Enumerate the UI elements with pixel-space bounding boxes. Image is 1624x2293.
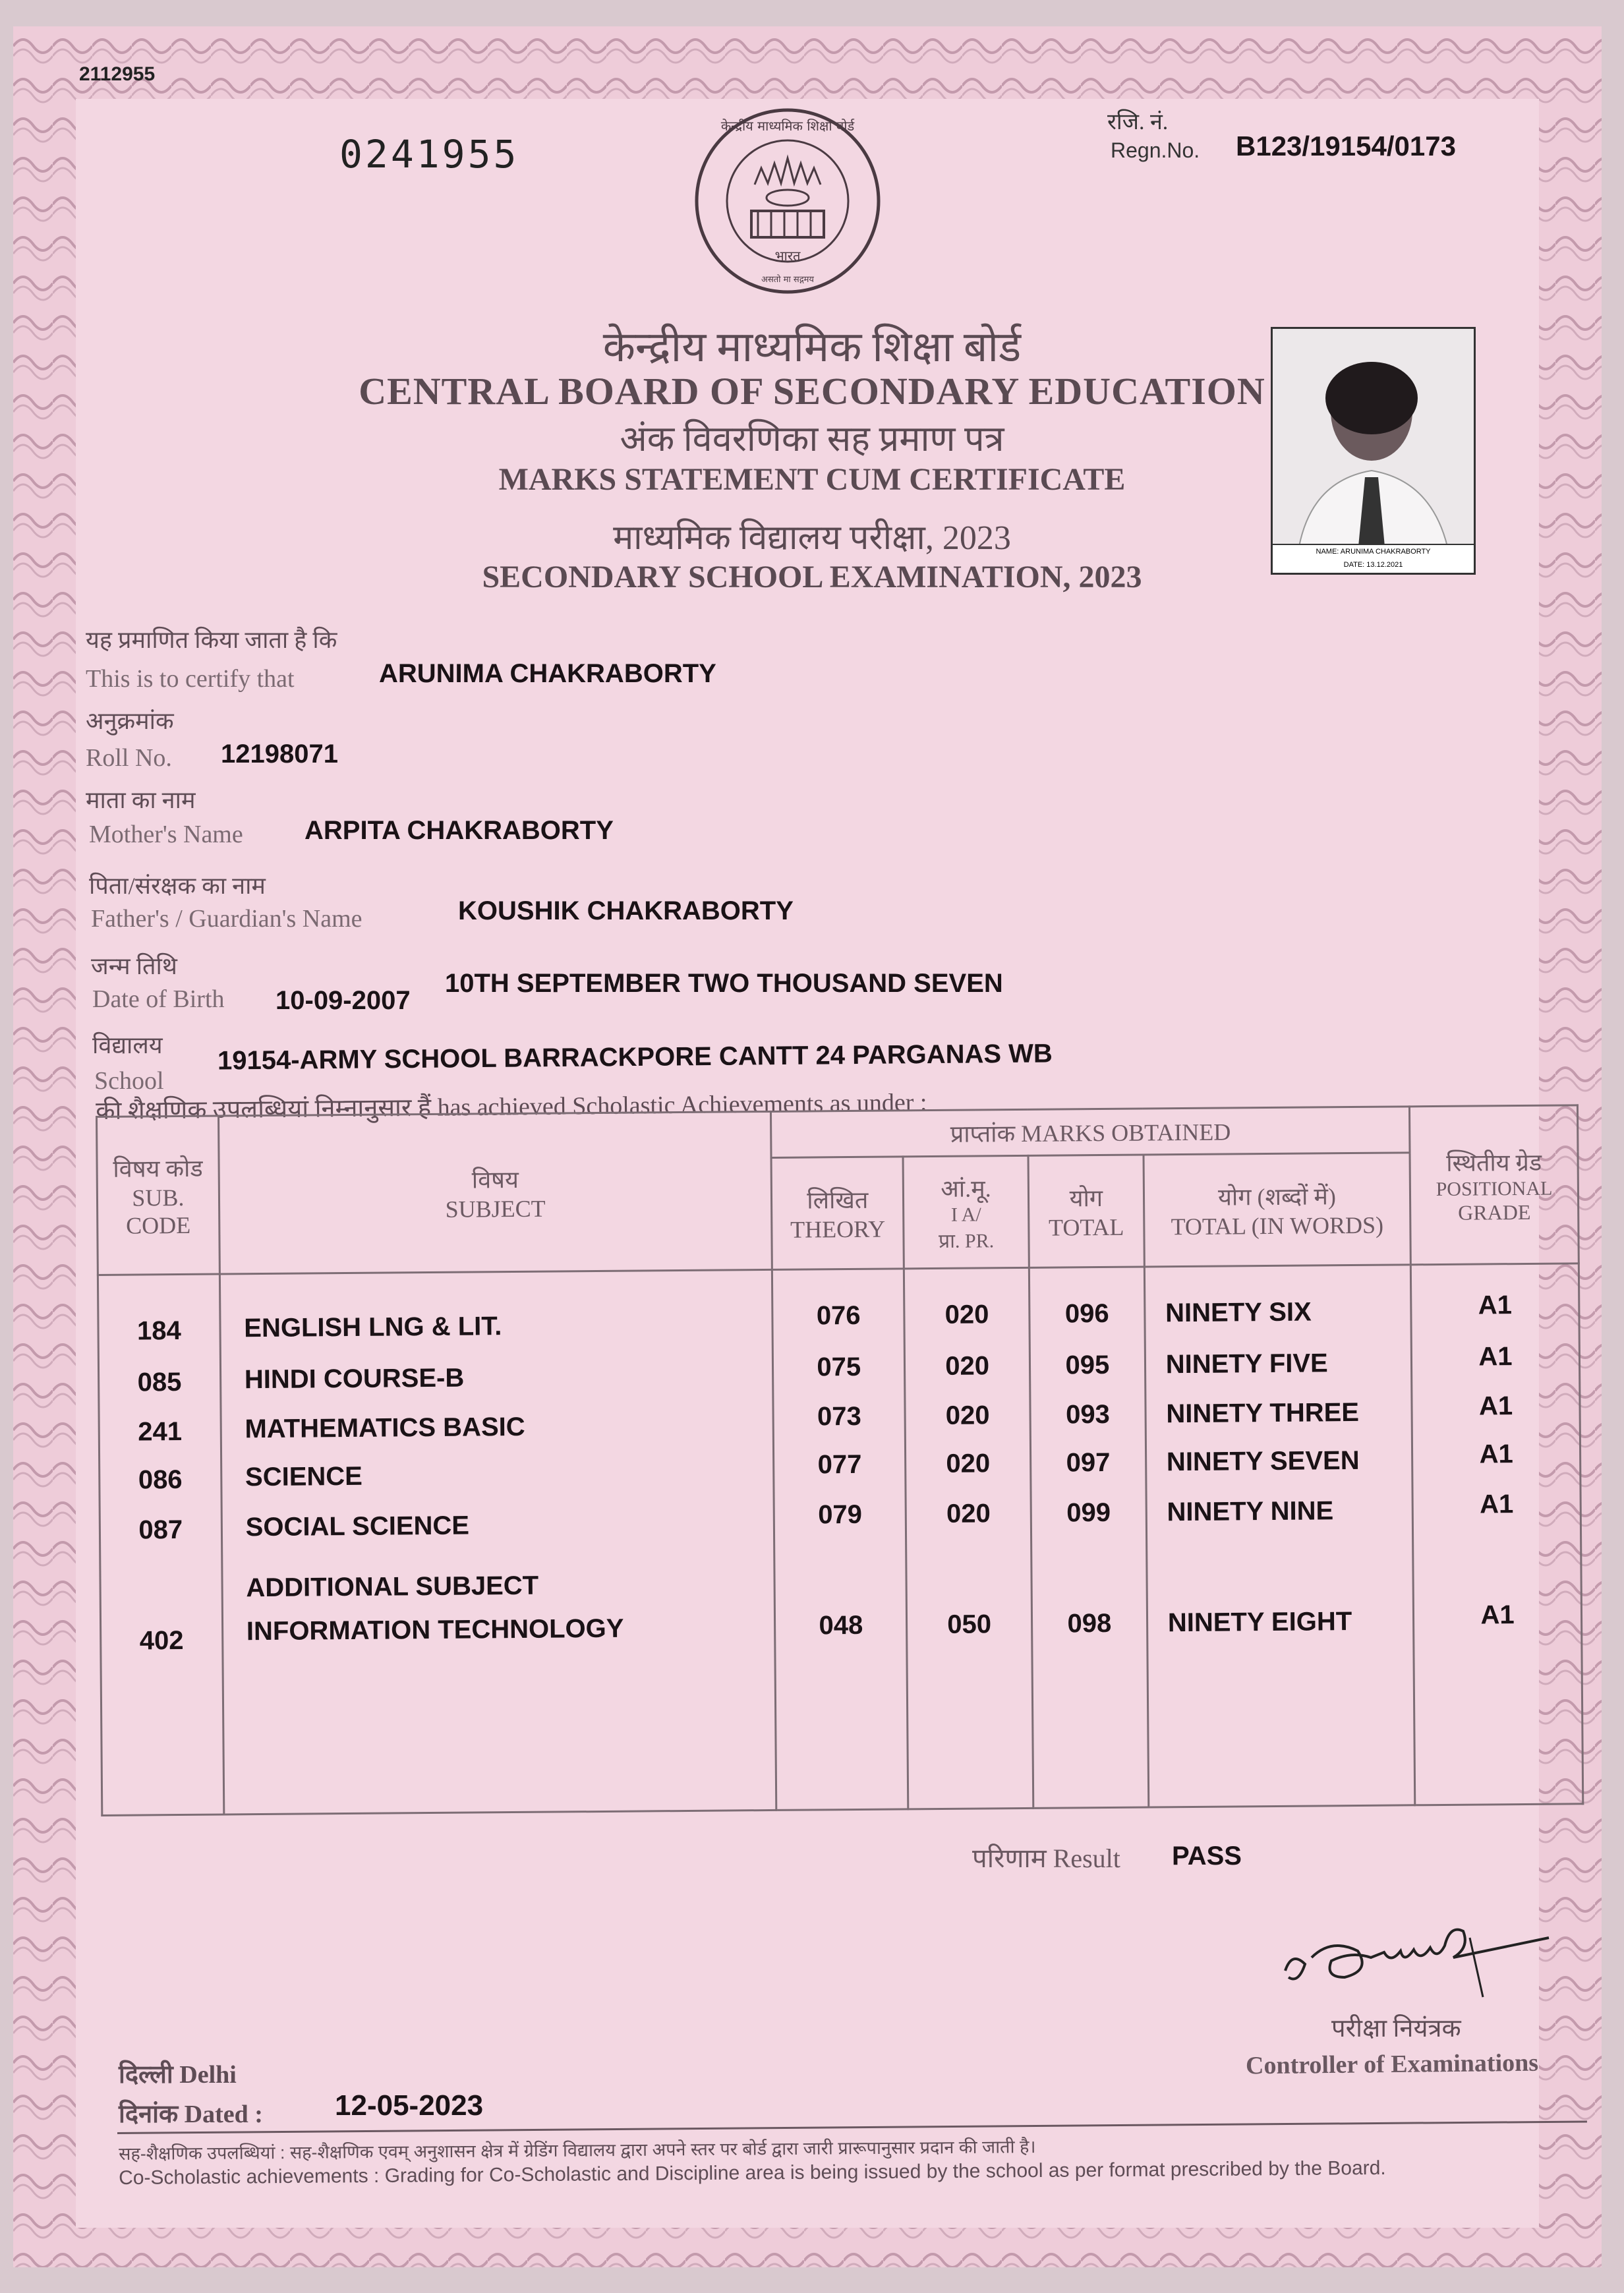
- board-title-hi: केन्द्रीय माध्यमिक शिक्षा बोर्ड: [602, 324, 1022, 370]
- total-in-words: NINETY THREE: [1166, 1397, 1360, 1429]
- statement-title-en: MARKS STATEMENT CUM CERTIFICATE: [498, 462, 1126, 497]
- sub-code: 184: [136, 1316, 181, 1346]
- ia-marks: 050: [947, 1610, 992, 1639]
- statement-title-hi: अंक विवरणिका सह प्रमाण पत्र: [620, 419, 1004, 459]
- dated-label-hi: दिनांक: [119, 2101, 179, 2128]
- total-marks: 097: [1066, 1447, 1111, 1478]
- seal-motto: असतो मा सद्गमय: [761, 275, 814, 285]
- place-hi: दिल्ली: [119, 2061, 173, 2089]
- header-grade: स्थितीय ग्रेड POSITIONAL GRADE: [1410, 1105, 1579, 1265]
- header-total: योग TOTAL: [1028, 1155, 1144, 1267]
- total-in-words: NINETY SEVEN: [1166, 1445, 1360, 1477]
- photo-caption: [1273, 544, 1474, 573]
- father-name: KOUSHIK CHAKRABORTY: [458, 896, 794, 925]
- roll-label-en: Roll No.: [86, 744, 172, 772]
- sub-code: 087: [138, 1515, 183, 1545]
- theory-marks: 048: [819, 1610, 863, 1640]
- theory-column: [772, 1269, 908, 1811]
- ia-marks: 020: [944, 1300, 989, 1329]
- controller-signature: [1272, 1911, 1562, 2010]
- subject-name: MATHEMATICS BASIC: [245, 1412, 525, 1444]
- total-in-words: NINETY FIVE: [1165, 1349, 1328, 1379]
- header-subject: विषय SUBJECT: [218, 1111, 772, 1274]
- student-portrait-image: [1273, 329, 1474, 546]
- sub-code: 402: [139, 1625, 184, 1656]
- certify-label-hi: यह प्रमाणित किया जाता है कि: [86, 627, 337, 653]
- dated-label-en: Dated :: [184, 2101, 263, 2128]
- total-marks: 096: [1064, 1298, 1109, 1329]
- document-id: 2112955: [79, 63, 156, 85]
- result-label-hi: परिणाम: [972, 1843, 1047, 1873]
- header-ia: आं.मू. I A/ प्रा. PR.: [903, 1155, 1029, 1268]
- sub-code: 241: [138, 1416, 183, 1447]
- grade: A1: [1478, 1391, 1513, 1421]
- ia-marks: 020: [946, 1499, 991, 1528]
- theory-marks: 077: [817, 1449, 862, 1480]
- exam-title-en: SECONDARY SCHOOL EXAMINATION, 2023: [482, 560, 1142, 595]
- subject-name: ENGLISH LNG & LIT.: [244, 1312, 502, 1343]
- place-en: Delhi: [179, 2061, 237, 2089]
- header-total-words: योग (शब्दों में) TOTAL (IN WORDS): [1144, 1153, 1411, 1267]
- roll-number: 12198071: [221, 740, 338, 769]
- dob-label-en: Date of Birth: [92, 985, 225, 1013]
- grade: A1: [1478, 1291, 1513, 1320]
- certify-label-en: This is to certify that: [86, 665, 295, 693]
- subject-name: INFORMATION TECHNOLOGY: [246, 1613, 624, 1646]
- seal-bottom-text: भारत: [774, 248, 801, 264]
- photo-caption-date: DATE: 13.12.2021: [1343, 561, 1403, 569]
- photo-caption-name: NAME: ARUNIMA CHAKRABORTY: [1316, 548, 1431, 556]
- total-in-words: NINETY SIX: [1165, 1297, 1312, 1328]
- place: [119, 2056, 237, 2091]
- footnote-hi: सह-शैक्षणिक उपलब्धियां : सह-शैक्षणिक एवम् अनुशासन क्षेत्र में ग्रेडिंग विद्यालय द्वारा अपने स्तर पर बोर्ड द्वारा जारी प्रारूपानुसार प्रदान की जाती है।: [119, 2137, 1036, 2164]
- ia-marks: 020: [945, 1401, 990, 1430]
- header-code: विषय कोड SUB. CODE: [97, 1116, 220, 1275]
- grade: A1: [1480, 1600, 1515, 1630]
- grade: A1: [1478, 1342, 1513, 1372]
- result-value: PASS: [1172, 1842, 1242, 1871]
- achievement-line-hi: की शैक्षणिक उपलब्धियां निम्नानुसार हैं: [96, 1093, 432, 1125]
- regn-number: B123/19154/0173: [1236, 131, 1456, 161]
- regn-label-en: Regn.No.: [1111, 138, 1200, 162]
- cbse-seal-logo: [685, 105, 890, 303]
- result-label-en: Result: [1053, 1843, 1120, 1873]
- exam-title-hi: माध्यमिक विद्यालय परीक्षा, 2023: [613, 519, 1011, 557]
- dated-value: 12-05-2023: [335, 2089, 484, 2122]
- student-photo: [1271, 327, 1476, 575]
- codes-column: [98, 1274, 223, 1815]
- mother-label-hi: माता का नाम: [86, 787, 196, 813]
- result-label: [972, 1839, 1120, 1875]
- grade-column: [1410, 1263, 1582, 1805]
- total-marks: 095: [1065, 1350, 1110, 1380]
- roll-label-hi: अनुक्रमांक: [86, 708, 174, 734]
- theory-marks: 076: [816, 1300, 861, 1331]
- total-column: [1029, 1267, 1148, 1808]
- ia-marks: 020: [946, 1449, 991, 1478]
- father-label-en: Father's / Guardian's Name: [91, 905, 362, 933]
- subject-name: SCIENCE: [245, 1461, 363, 1492]
- total-in-words: NINETY EIGHT: [1167, 1607, 1352, 1638]
- theory-marks: 079: [818, 1499, 863, 1530]
- achievement-line-en: has achieved Scholastic Achievements as under :: [437, 1088, 927, 1122]
- sub-code: 085: [137, 1367, 182, 1397]
- controller-label-hi: परीक्षा नियंत्रक: [1331, 2015, 1461, 2043]
- dob-in-words: 10TH SEPTEMBER TWO THOUSAND SEVEN: [445, 969, 1003, 998]
- father-label-hi: पिता/संरक्षक का नाम: [89, 873, 266, 899]
- footnote-en: Co-Scholastic achievements : Grading for Co-Scholastic and Discipline area is being issued by the school as per format prescribed by the Board.: [119, 2157, 1386, 2189]
- header-theory: लिखित THEORY: [771, 1157, 904, 1270]
- dob-value: 10-09-2007: [276, 986, 411, 1015]
- sub-code: 086: [138, 1465, 183, 1495]
- school-label-en: School: [94, 1067, 164, 1095]
- grade: A1: [1479, 1439, 1513, 1469]
- dob-label-hi: जन्म तिथि: [91, 953, 177, 979]
- ia-column: [904, 1267, 1033, 1809]
- seal-top-text: केन्द्रीय माध्यमिक शिक्षा बोर्ड: [720, 118, 855, 134]
- subject-name: HINDI COURSE-B: [244, 1363, 465, 1395]
- theory-marks: 075: [817, 1352, 861, 1382]
- total-marks: 093: [1065, 1399, 1111, 1430]
- school-label-hi: विद्यालय: [92, 1032, 163, 1059]
- total-in-words: NINETY NINE: [1167, 1496, 1334, 1527]
- additional-subject-heading: ADDITIONAL SUBJECT: [246, 1571, 539, 1603]
- theory-marks: 073: [817, 1401, 861, 1432]
- board-title-en: CENTRAL BOARD OF SECONDARY EDUCATION: [359, 370, 1265, 413]
- controller-label-en: Controller of Examinations: [1245, 2048, 1539, 2080]
- ia-marks: 020: [945, 1351, 990, 1381]
- total-marks: 098: [1067, 1608, 1112, 1639]
- subject-name: SOCIAL SCIENCE: [245, 1511, 470, 1542]
- marks-table: [96, 1104, 1584, 1816]
- header-marks-obtained: प्राप्तांक MARKS OBTAINED: [771, 1107, 1410, 1158]
- total-marks: 099: [1066, 1497, 1111, 1528]
- school-name: 19154-ARMY SCHOOL BARRACKPORE CANTT 24 PARGANAS WB: [217, 1039, 1053, 1076]
- mother-name: ARPITA CHAKRABORTY: [304, 816, 614, 845]
- mother-label-en: Mother's Name: [89, 821, 243, 848]
- regn-label-hi: रजि. नं.: [1107, 110, 1169, 134]
- serial-number: 0241955: [339, 132, 519, 177]
- student-name: ARUNIMA CHAKRABORTY: [379, 659, 716, 688]
- words-column: [1144, 1265, 1415, 1807]
- subjects-column: [219, 1269, 776, 1814]
- grade: A1: [1480, 1490, 1514, 1519]
- dated-label: [119, 2096, 263, 2130]
